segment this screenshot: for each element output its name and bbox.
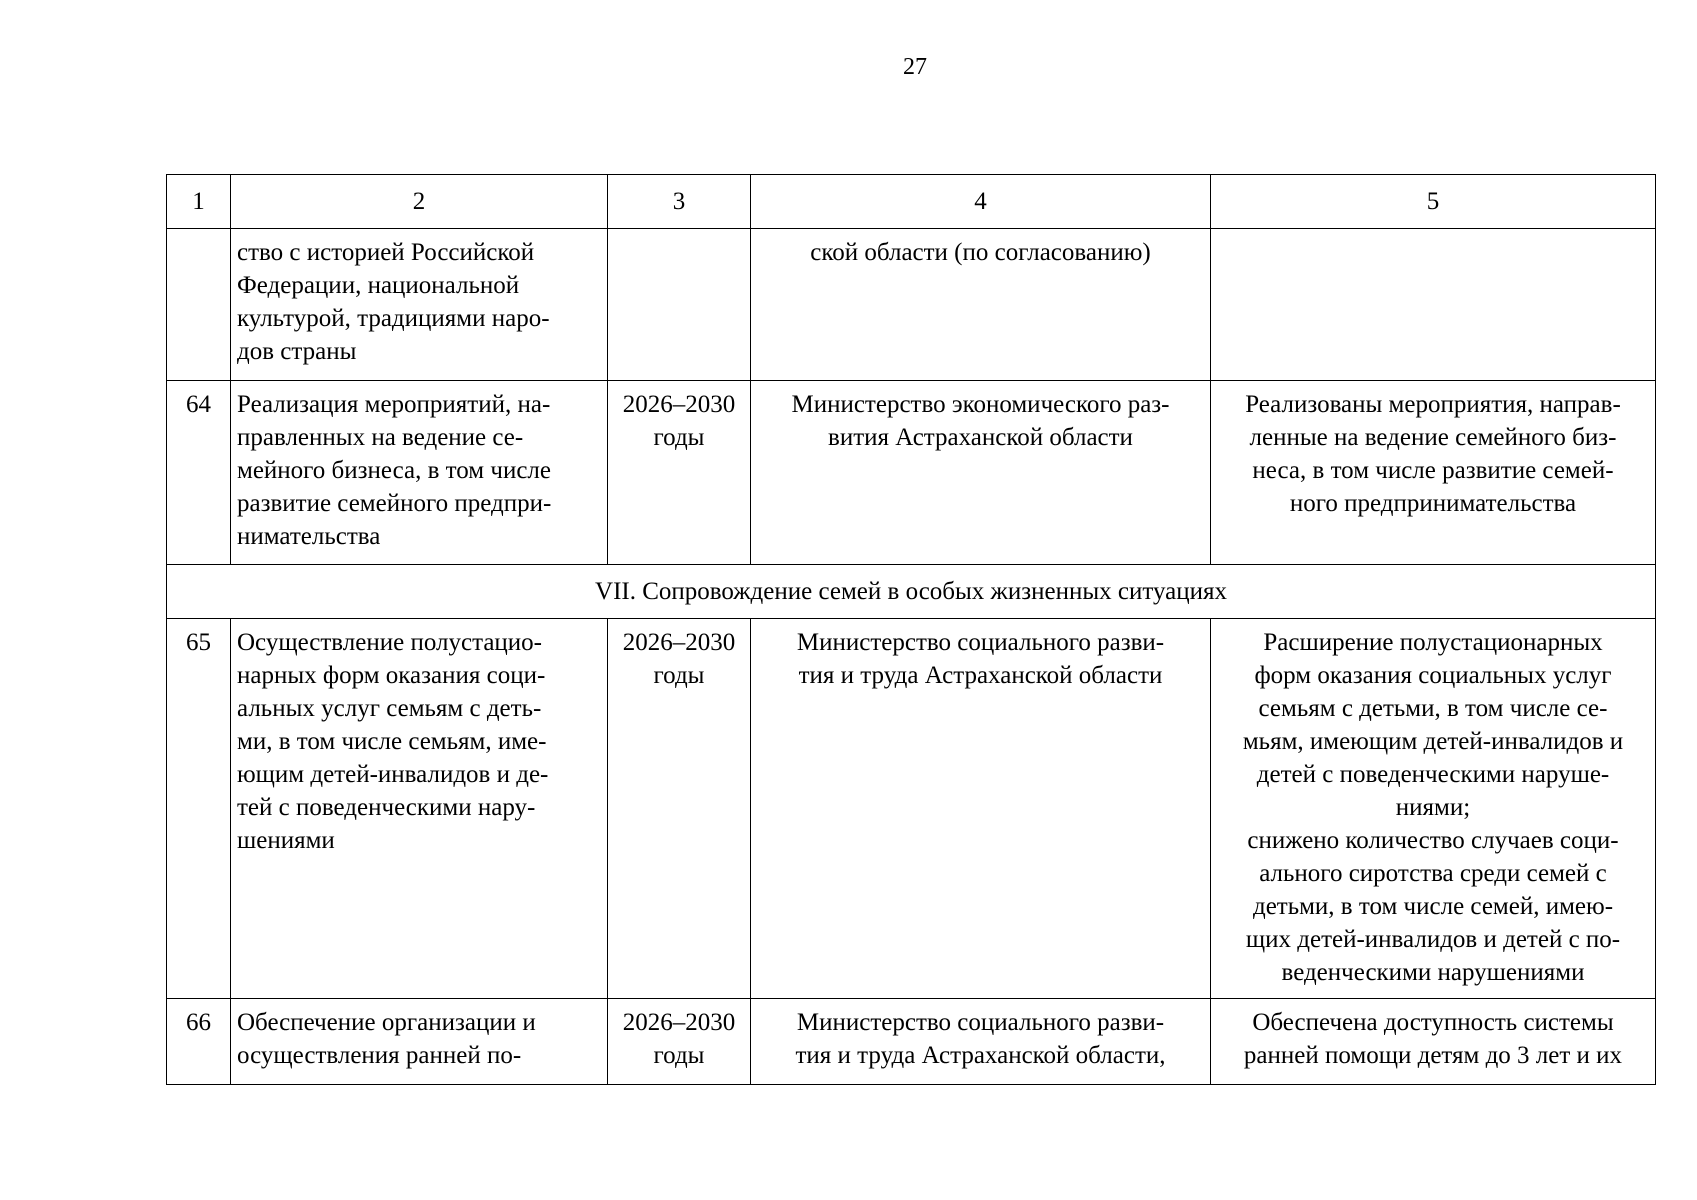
row-number: 65 — [167, 619, 231, 999]
event-cell: Обеспечение организации и осуществления ранней по- — [231, 999, 608, 1085]
event-cell: Осуществление полустацио- нарных форм оказания соци- альных услуг семьям с деть- ми, в том числе семьям, име- ющим детей-инвалидов и де- тей с поведенческими нару- шениями — [231, 619, 608, 999]
result-cell — [1211, 229, 1656, 381]
column-number-4: 4 — [751, 175, 1211, 229]
result-cell: Реализованы мероприятия, направ- ленные на ведение семейного биз- неса, в том числе развитие семей- ного предпринимательства — [1211, 381, 1656, 565]
period-cell: 2026–2030 годы — [608, 619, 751, 999]
responsible-cell: Министерство экономического раз- вития Астраханской области — [751, 381, 1211, 565]
responsible-cell: ской области (по согласованию) — [751, 229, 1211, 381]
table-row — [167, 999, 1656, 1085]
measures-table — [166, 174, 1656, 1085]
column-number-3: 3 — [608, 175, 751, 229]
period-cell: 2026–2030 годы — [608, 999, 751, 1085]
table-row — [167, 229, 1656, 381]
page-number: 27 — [903, 54, 927, 80]
column-number-row — [167, 175, 1656, 229]
responsible-cell: Министерство социального разви- тия и труда Астраханской области, — [751, 999, 1211, 1085]
row-number: 66 — [167, 999, 231, 1085]
event-cell: ство с историей Российской Федерации, национальной культурой, традициями наро- дов страны — [231, 229, 608, 381]
row-number — [167, 229, 231, 381]
result-cell: Обеспечена доступность системы ранней помощи детям до 3 лет и их — [1211, 999, 1656, 1085]
table-row — [167, 381, 1656, 565]
section-heading-row — [167, 565, 1656, 619]
period-cell: 2026–2030 годы — [608, 381, 751, 565]
result-cell: Расширение полустационарных форм оказания социальных услуг семьям с детьми, в том числе се- мьям, имеющим детей-инвалидов и детей с поведенческими наруше- ниями; снижено количество случаев соци- ального сиротства среди семей с детьми, в том числе семей, имею- щих детей-инвалидов и детей с по- веденческими нарушениями — [1211, 619, 1656, 999]
event-cell: Реализация мероприятий, на- правленных на ведение се- мейного бизнеса, в том числе развитие семейного предпри- нимательства — [231, 381, 608, 565]
column-number-5: 5 — [1211, 175, 1656, 229]
period-cell — [608, 229, 751, 381]
column-number-1: 1 — [167, 175, 231, 229]
responsible-cell: Министерство социального разви- тия и труда Астраханской области — [751, 619, 1211, 999]
table-row — [167, 619, 1656, 999]
row-number: 64 — [167, 381, 231, 565]
section-title: VII. Сопровождение семей в особых жизненных ситуациях — [167, 565, 1656, 619]
column-number-2: 2 — [231, 175, 608, 229]
